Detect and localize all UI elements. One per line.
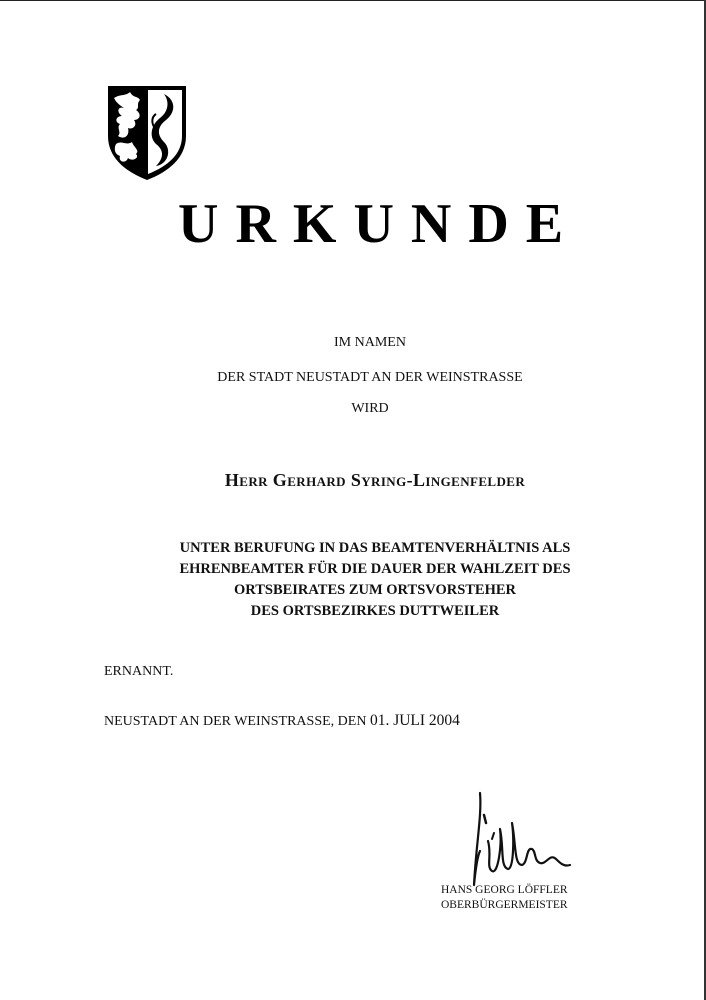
- scan-edge-top: [0, 0, 706, 1]
- ernannt-text: ERNANNT.: [104, 664, 174, 679]
- preamble-line-wird: WIRD: [351, 401, 389, 416]
- appointment-text: [0, 538, 706, 622]
- certificate-title: URKUNDE: [178, 193, 581, 255]
- appointment-line: ORTSBEIRATES ZUM ORTSVORSTEHER: [233, 582, 517, 598]
- appointment-line: EHRENBEAMTER FÜR DIE DAUER DER WAHLZEIT DES: [179, 561, 571, 577]
- handwritten-signature: [470, 785, 580, 890]
- preamble-line-stadt: DER STADT NEUSTADT AN DER WEINSTRASSE: [217, 370, 523, 385]
- signer-name: HANS GEORG LÖFFLER: [441, 884, 568, 896]
- signer-title: OBERBÜRGERMEISTER: [441, 899, 568, 911]
- recipient-name: Herr Gerhard Syring-Lingenfelder: [224, 470, 526, 490]
- coat-of-arms-icon: [106, 84, 188, 182]
- preamble-line-namen: IM NAMEN: [334, 335, 406, 350]
- place-date-line: [104, 712, 460, 730]
- appointment-line: UNTER BERUFUNG IN DAS BEAMTENVERHÄLTNIS ALS: [179, 540, 571, 556]
- appointment-line: DES ORTSBEZIRKES DUTTWEILER: [250, 603, 500, 619]
- signer-block: [441, 883, 568, 913]
- place-prefix: NEUSTADT AN DER WEINSTRASSE, DEN: [104, 714, 367, 729]
- issue-date: 01. JULI 2004: [369, 712, 460, 729]
